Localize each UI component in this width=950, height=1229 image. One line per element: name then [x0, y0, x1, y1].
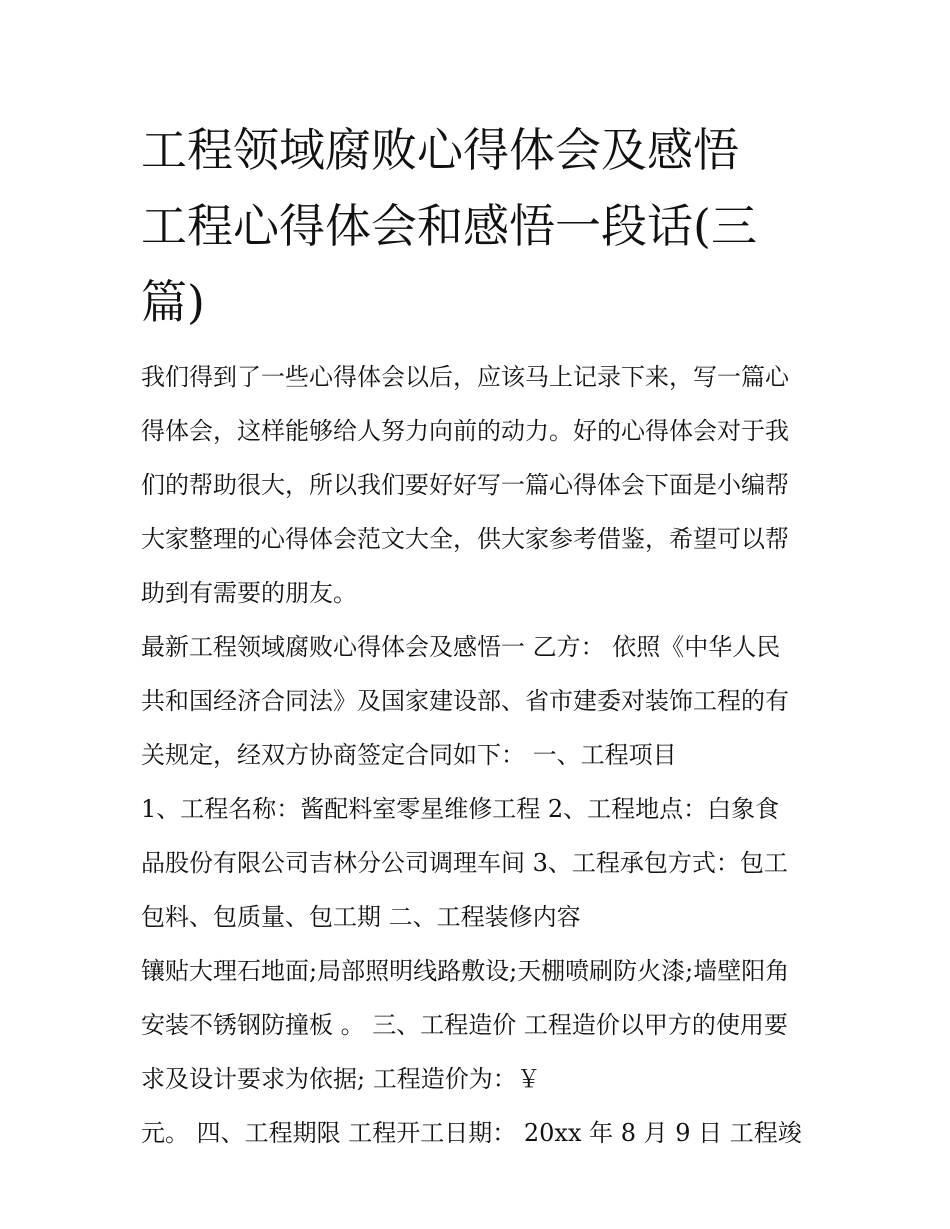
body-line: 们的帮助很大，所以我们要好好写一篇心得体会下面是小编帮	[141, 471, 789, 499]
document-title	[141, 112, 821, 340]
body-line: 安装不锈钢防撞板 。 三、工程造价 工程造价以甲方的使用要	[141, 1011, 788, 1039]
body-line: 我们得到了一些心得体会以后，应该马上记录下来，写一篇心	[141, 363, 789, 391]
body-line: 共和国经济合同法》及国家建设部、省市建委对装饰工程的有	[141, 687, 789, 715]
title-line-3: 篇)	[141, 275, 205, 329]
body-line: 品股份有限公司吉林分公司调理车间 3、工程承包方式：包工	[141, 849, 788, 877]
body-line: 大家整理的心得体会范文大全，供大家参考借鉴，希望可以帮	[141, 525, 789, 553]
title-line-2: 工程心得体会和感悟一段话(三	[141, 199, 757, 253]
body-line: 助到有需要的朋友。	[141, 579, 357, 607]
body-line: 关规定，经双方协商签定合同如下： 一、工程项目	[141, 741, 677, 769]
body-line: 元。 四、工程期限 工程开工日期： 20xx 年 8 月 9 日 工程竣	[141, 1119, 802, 1147]
body-line: 求及设计要求为依据; 工程造价为：￥	[141, 1065, 541, 1093]
document-body	[141, 350, 821, 1160]
title-line-1: 工程领域腐败心得体会及感悟	[141, 123, 739, 177]
body-line: 镶贴大理石地面;局部照明线路敷设;天棚喷刷防火漆;墙壁阳角	[141, 957, 790, 985]
body-line: 最新工程领域腐败心得体会及感悟一 乙方： 依照《中华人民	[141, 633, 781, 661]
body-line: 1、工程名称：酱配料室零星维修工程 2、工程地点：白象食	[141, 795, 780, 823]
body-line: 得体会，这样能够给人努力向前的动力。好的心得体会对于我	[141, 417, 789, 445]
body-line: 包料、包质量、包工期 二、工程装修内容	[141, 903, 581, 931]
